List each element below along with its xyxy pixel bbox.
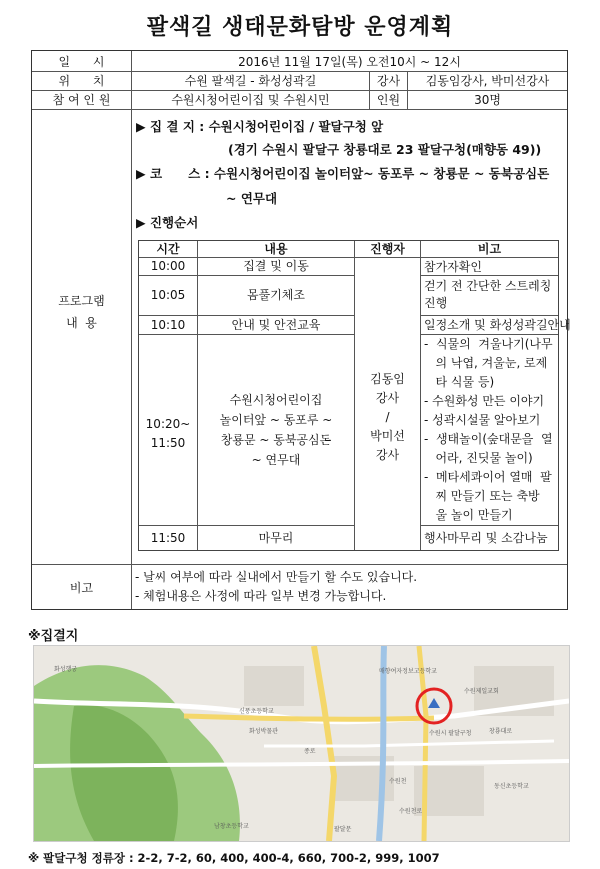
row4-time-start: 10:20~ bbox=[145, 417, 191, 431]
row4-note-line6: - 생태놀이(숲대문을 열 bbox=[424, 432, 553, 446]
map-heading: ※집결지 bbox=[28, 629, 79, 644]
row4-content-line2: 놀이터앞 ~ 동포루 ~ bbox=[219, 412, 333, 427]
instructor-value: 김동임강사, 박미선강사 bbox=[425, 74, 550, 88]
row1-note: 참가자확인 bbox=[424, 260, 482, 274]
leader-line2: 강사 bbox=[375, 391, 400, 405]
row1-content: 집결 및 이동 bbox=[243, 259, 309, 273]
count-label: 인원 bbox=[376, 93, 401, 107]
bus-stop-info: ※ 팔달구청 정류장 : 2-2, 7-2, 60, 400, 400-4, 660, 700-2, 999, 1007 bbox=[28, 851, 440, 865]
row4-note-line9: 찌 만들기 또는 축방 bbox=[424, 489, 540, 503]
count-value: 30명 bbox=[474, 93, 501, 107]
row4-note-line7: 어라, 진딧물 놀이) bbox=[424, 451, 533, 465]
row4-note-line1: - 식물의 겨울나기(나무 bbox=[424, 337, 553, 351]
plan-table bbox=[31, 50, 571, 610]
map-label-2: 신풍초등학교 bbox=[239, 708, 274, 715]
row5-time: 11:50 bbox=[150, 530, 186, 545]
row2-content: 몸풀기체조 bbox=[247, 288, 305, 302]
map-label-13: 수원천로 bbox=[399, 808, 423, 815]
header-note: 비고 bbox=[477, 241, 502, 256]
map-label-5: 창룡대로 bbox=[489, 728, 513, 735]
meeting-point-line2: (경기 수원시 팔달구 창룡대로 23 팔달구청(매향동 49)) bbox=[228, 142, 542, 157]
row4-note-line10: 울 놀이 만들기 bbox=[424, 508, 513, 522]
map-label-1: 화성행궁 bbox=[54, 666, 78, 673]
leader-line1: 김동임 bbox=[370, 372, 405, 386]
row3-time: 10:10 bbox=[150, 317, 186, 332]
remarks-line2: - 체험내용은 사정에 따라 일부 변경 가능합니다. bbox=[135, 589, 387, 603]
map-label-6: 수원천 bbox=[389, 778, 407, 785]
row4-note-line2: 의 낙엽, 겨울눈, 로제 bbox=[424, 356, 548, 370]
row4-note-line4: - 수원화성 만든 이야기 bbox=[424, 394, 545, 408]
program-label-line1: 프로그램 bbox=[58, 293, 105, 308]
program-label-line2: 내 용 bbox=[66, 315, 97, 330]
schedule-table bbox=[138, 240, 571, 551]
map-graphic bbox=[34, 646, 569, 841]
remarks-label: 비고 bbox=[69, 580, 94, 595]
row4-content-line3: 창룡문 ~ 동북공심돈 bbox=[220, 432, 332, 447]
row5-content: 마무리 bbox=[258, 530, 294, 545]
date-label: 일 시 bbox=[58, 54, 105, 69]
header-time: 시간 bbox=[156, 241, 180, 256]
leader-line3: / bbox=[385, 410, 390, 424]
page-title: 팔색길 생태문화탐방 운영계획 bbox=[146, 15, 454, 40]
row4-content-line1: 수원시청어린이집 bbox=[229, 392, 323, 407]
leader-line4: 박미선 bbox=[370, 429, 405, 443]
leader-line5: 강사 bbox=[375, 448, 400, 462]
row1-time: 10:00 bbox=[150, 259, 186, 273]
remarks-line1: - 날씨 여부에 따라 실내에서 만들기 할 수도 있습니다. bbox=[135, 570, 418, 584]
row4-note-line8: - 메타세콰이어 열매 팔 bbox=[424, 470, 552, 484]
location-label: 위 치 bbox=[58, 74, 105, 88]
row3-note: 일정소개 및 화성성곽길안내 bbox=[424, 318, 571, 332]
header-leader: 진행자 bbox=[370, 241, 405, 256]
order-heading: ▶ 진행순서 bbox=[136, 215, 199, 230]
row5-note: 행사마무리 및 소감나눔 bbox=[424, 531, 548, 545]
meeting-point-line1: ▶ 집 결 지 : 수원시청어린이집 / 팔달구청 앞 bbox=[136, 119, 384, 134]
course-line2: ~ 연무대 bbox=[226, 191, 278, 206]
row3-content: 안내 및 안전교육 bbox=[231, 317, 321, 332]
instructor-label: 강사 bbox=[376, 74, 401, 88]
map-label-4: 수원시 팔달구청 bbox=[429, 730, 472, 737]
date-value: 2016년 11월 17일(목) 오전10시 ~ 12시 bbox=[238, 54, 461, 69]
location-map bbox=[33, 645, 570, 842]
map-label-7: 팔달문 bbox=[334, 826, 352, 833]
course-line1: ▶ 코 스 : 수원시청어린이집 놀이터앞~ 동포루 ~ 창룡문 ~ 동북공심돈 bbox=[136, 166, 550, 181]
map-label-11: 수원제일교회 bbox=[464, 688, 499, 695]
map-label-10: 종로 bbox=[304, 748, 316, 755]
map-label-8: 남창초등학교 bbox=[214, 823, 249, 830]
header-content: 내용 bbox=[264, 241, 288, 256]
participants-label: 참 여 인 원 bbox=[52, 93, 111, 107]
row2-time: 10:05 bbox=[150, 288, 186, 302]
row4-note-line3: 타 식물 등) bbox=[424, 375, 495, 389]
row2-note-line1: 걷기 전 간단한 스트레칭 bbox=[424, 279, 552, 293]
map-label-3: 화성박물관 bbox=[249, 728, 278, 735]
row2-note-line2: 진행 bbox=[424, 296, 448, 310]
map-label-9: 매향여자정보고등학교 bbox=[379, 668, 437, 675]
map-label-12: 동신초등학교 bbox=[494, 783, 529, 790]
participants-value: 수원시청어린이집 및 수원시민 bbox=[171, 93, 330, 107]
location-value: 수원 팔색길 - 화성성곽길 bbox=[184, 74, 317, 88]
row4-time-end: 11:50 bbox=[150, 436, 186, 450]
row4-content-line4: ~ 연무대 bbox=[251, 452, 301, 467]
row4-note-line5: - 성곽시설물 알아보기 bbox=[424, 413, 541, 427]
